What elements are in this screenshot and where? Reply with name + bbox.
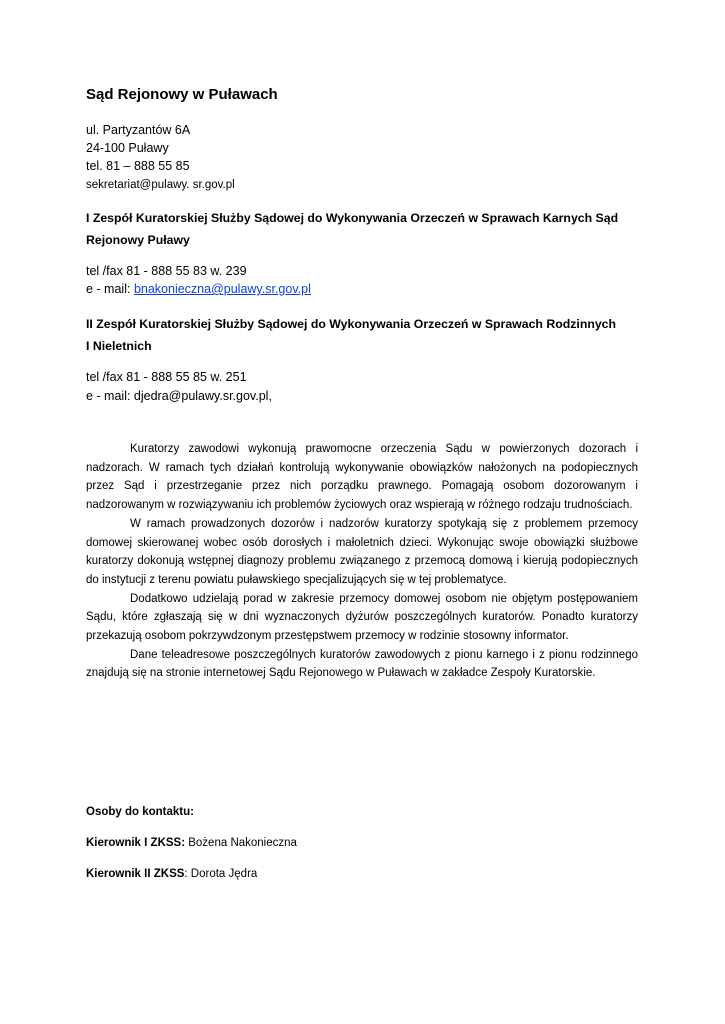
team2-heading-line2: I Nieletnich [86,339,152,353]
body-paragraph-1: Kuratorzy zawodowi wykonują prawomocne orzeczenia Sądu w powierzonych dozorach i nadzorach. W ramach tych działań kontrolują wykonywanie obowiązków nałożonych na podopiecznych przez Sąd i przestrzeganie przez nich porządku prawnego. Pomagają osobom dozorowanym i nadzorowanym w rozwiązywaniu ich problemów życiowych oraz wspierają w różnego rodzaju trudnościach. [86,443,638,512]
team1-email-label: e - mail: [86,282,134,296]
team1-phone: tel /fax 81 - 888 55 83 w. 239 [86,264,247,278]
court-title: Sąd Rejonowy w Puławach [86,86,278,103]
team2-heading-line1: II Zespół Kuratorskiej Służby Sądowej do Wykonywania Orzeczeń w Sprawach Rodzinnych [86,317,617,331]
team2-phone: tel /fax 81 - 888 55 85 w. 251 [86,370,247,384]
team2-email: e - mail: djedra@pulawy.sr.gov.pl, [86,389,272,403]
contact-head1 [86,837,297,849]
team1-email-link[interactable]: bnakonieczna@pulawy.sr.gov.pl [133,282,311,296]
body-text [86,440,638,683]
contact-head2-name: : Dorota Jędra [184,868,258,880]
contact-head2 [86,868,257,880]
contact-head1-label: Kierownik I ZKSS: [86,837,186,849]
contact-head1-name: Bożena Nakonieczna [185,837,297,849]
team1-heading-line2: Rejonowy Puławy [86,233,190,247]
court-email: sekretariat@pulawy. sr.gov.pl [86,179,235,191]
court-postal: 24-100 Puławy [86,141,169,155]
team1-heading-line1: I Zespół Kuratorskiej Służby Sądowej do Wykonywania Orzeczeń w Sprawach Karnych Sąd [86,211,619,225]
contacts-heading: Osoby do kontaktu: [86,806,194,818]
body-paragraph-3: Dodatkowo udzielają porad w zakresie przemocy domowej osobom nie objętym postępowaniem Sądu, które zgłaszają się w dni wyznaczonych dyżurów poszczególnych kuratorów. Ponadto kuratorzy przekazują osobom pokrzywdzonym przestępstwem przemocy w rodzinie stosowny informator. [86,592,638,643]
court-phone: tel. 81 – 888 55 85 [86,159,190,173]
team1-email-row [86,282,311,296]
court-street: ul. Partyzantów 6A [86,123,191,137]
body-paragraph-2: W ramach prowadzonych dozorów i nadzorów kuratorzy spotykają się z problemem przemocy domowej skierowanej wobec osób dorosłych i małoletnich dzieci. Wykonując swoje obowiązki służbowe kuratorzy dokonują wstępnej diagnozy problemu związanego z przemocą domową i kierują podopiecznych do instytucji z terenu powiatu puławskiego specjalizujących się w tej problematyce. [86,517,638,586]
body-paragraph-4: Dane teleadresowe poszczególnych kuratorów zawodowych z pionu karnego i z pionu rodzinnego znajdują się na stronie internetowej Sądu Rejonowego w Puławach w zakładce Zespoły Kuratorskie. [86,648,638,680]
contact-head2-label: Kierownik II ZKSS [86,868,185,880]
